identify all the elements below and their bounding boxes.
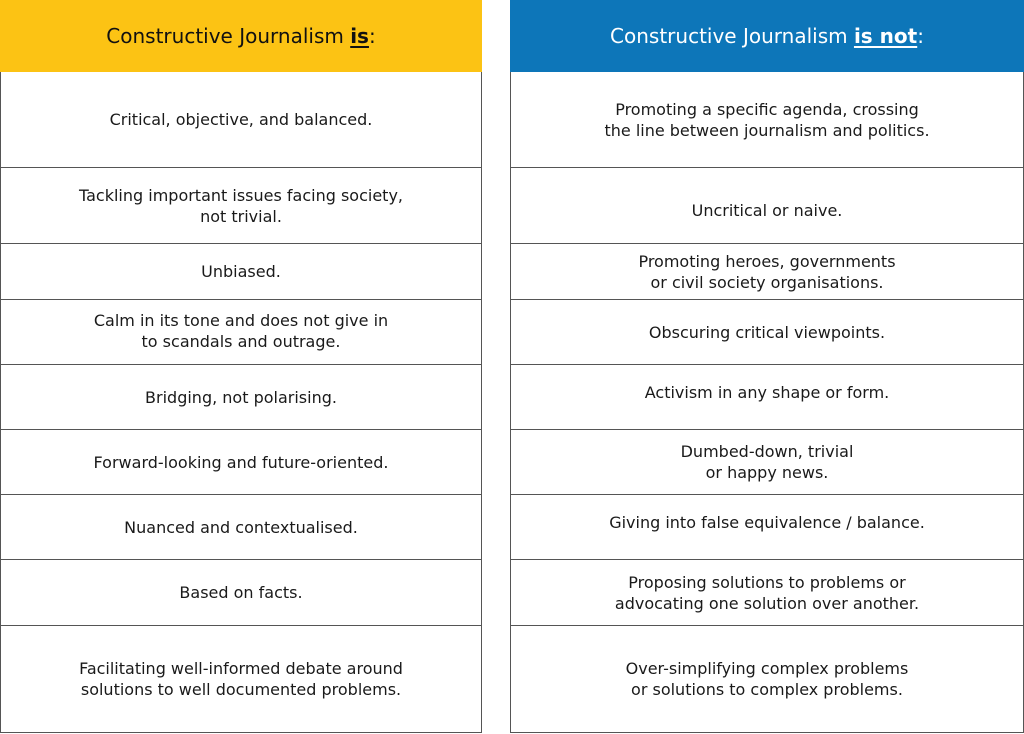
is-not-row — [510, 365, 1024, 430]
is-row-text: Calm in its tone and does not give in to scandals and outrage. — [93, 311, 389, 351]
is-row-text: Based on facts. — [179, 583, 303, 602]
is-row-text: Nuanced and contextualised. — [124, 517, 358, 537]
is-header-suffix: : — [368, 24, 376, 48]
is-row — [0, 626, 482, 733]
is-row — [0, 72, 482, 168]
is-not-row — [510, 72, 1024, 168]
is-header-prefix: Constructive Journalism — [106, 24, 351, 48]
is-row-text: Unbiased. — [201, 262, 281, 281]
is-not-row-text: Uncritical or naive. — [691, 201, 843, 220]
is-not-row-text: Dumbed-down, trivial or happy news. — [680, 442, 854, 482]
is-row — [0, 168, 482, 244]
is-row-text: Tackling important issues facing society, not trivial. — [78, 185, 404, 226]
is-row-text: Bridging, not polarising. — [145, 387, 337, 407]
is-row — [0, 560, 482, 626]
is-row — [0, 430, 482, 495]
is-row-text: Facilitating well-informed debate around solutions to well documented problems. — [79, 659, 403, 699]
is-row — [0, 300, 482, 365]
is-not-row-text: Obscuring critical viewpoints. — [648, 322, 886, 342]
is-not-row — [510, 168, 1024, 244]
is-row-text: Forward-looking and future-oriented. — [93, 452, 389, 472]
is-not-row-text: Promoting a specific agenda, crossing the line between journalism and politics. — [604, 99, 930, 140]
is-row-text: Critical, objective, and balanced. — [109, 110, 373, 129]
is-not-header-prefix: Constructive Journalism — [610, 24, 854, 48]
is-not-column — [510, 0, 1024, 733]
is-not-row — [510, 430, 1024, 495]
is-not-header-emphasis: is not — [853, 24, 918, 48]
is-not-row-text: Over-simplifying complex problems or solutions to complex problems. — [625, 659, 909, 699]
is-not-row — [510, 560, 1024, 626]
is-not-header — [510, 0, 1024, 72]
is-row — [0, 365, 482, 430]
is-not-row-text: Activism in any shape or form. — [644, 382, 890, 402]
is-header — [0, 0, 482, 72]
is-row — [0, 244, 482, 300]
is-not-row — [510, 244, 1024, 300]
is-row — [0, 495, 482, 560]
is-not-row-text: Promoting heroes, governments or civil society organisations. — [638, 251, 896, 292]
is-header-emphasis: is — [350, 24, 369, 48]
is-not-row-text: Proposing solutions to problems or advocating one solution over another. — [614, 572, 920, 613]
is-not-row-text: Giving into false equivalence / balance. — [609, 512, 925, 532]
is-column — [0, 0, 482, 733]
is-not-row — [510, 495, 1024, 560]
is-not-row — [510, 626, 1024, 733]
is-not-row — [510, 300, 1024, 365]
is-not-header-suffix: : — [917, 24, 924, 48]
